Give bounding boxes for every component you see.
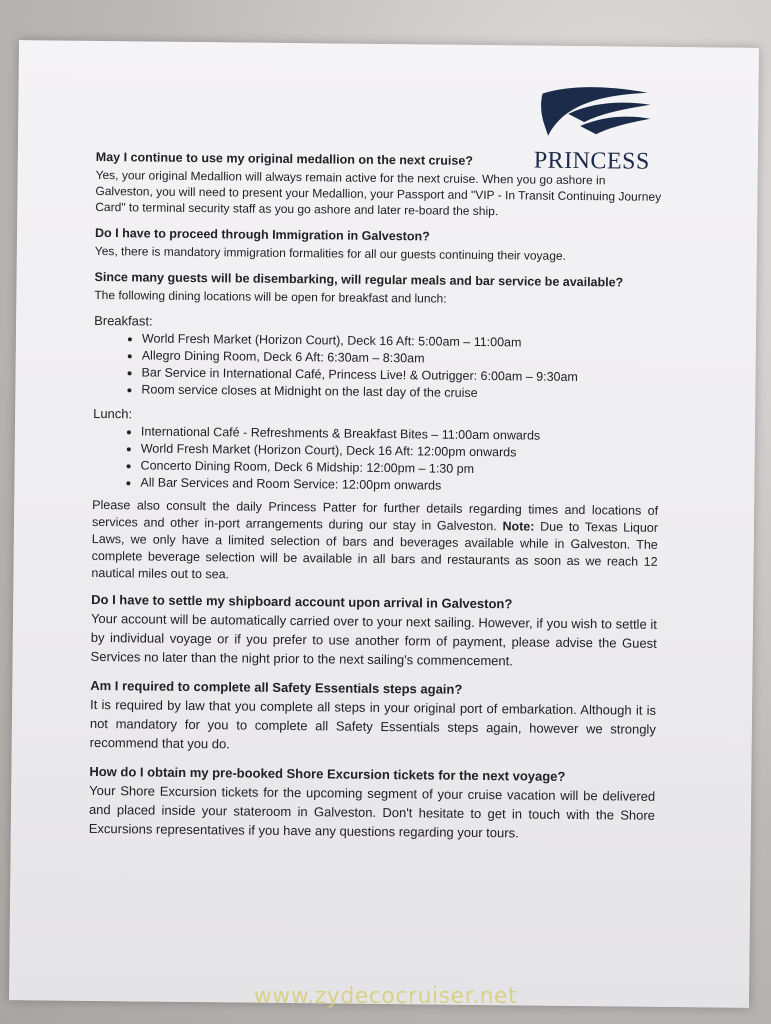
breakfast-label: Breakfast: <box>94 312 153 329</box>
note-label: Note: <box>502 519 535 534</box>
faq-medallion <box>95 149 662 221</box>
faq-content <box>89 149 662 856</box>
lunch-list <box>92 423 659 497</box>
faq-question: Do I have to settle my shipboard account upon arrival in Galveston? <box>91 591 513 612</box>
consult-text-after: Due to Texas Liquor Laws, we only have a limited selection of bars and beverages available while in Galveston. The complete beverage selection will be available in all bars and restaurants as soon as we reach 12 nautical miles out to sea. <box>91 519 659 582</box>
faq-answer: Your account will be automatically carried over to your next sailing. However, if you wish to settle it by individual voyage or if you prefer to use another form of payment, please advise the Guest Services no later than the night prior to the next sailing's commencement. <box>90 610 658 669</box>
faq-answer: It is required by law that you complete all steps in your original port of embarkation. Although it is not mandatory for you to complete all Safety Essentials steps again, however we strongly recommend that you do. <box>89 696 657 752</box>
list-item: • Allegro Dining Room, Deck 6 Aft: 6:30am – 8:30am <box>142 347 660 369</box>
watermark-text: www.zydecocruiser.net <box>253 984 518 1009</box>
faq-immigration <box>95 225 661 265</box>
consult-paragraph <box>91 497 658 588</box>
faq-question: May I continue to use my original medallion on the next cruise? <box>95 149 474 168</box>
breakfast-list <box>93 330 660 404</box>
faq-meals <box>94 269 660 309</box>
faq-answer: Your Shore Excursion tickets for the upcoming segment of your cruise vacation will be delivered and placed inside your stateroom in Galveston. Don't hesitate to get in touch with the Shore Excursions representatives if you have any questions regarding your tours. <box>88 782 656 841</box>
faq-question: Am I required to complete all Safety Essentials steps again? <box>90 677 463 697</box>
faq-account <box>90 592 657 672</box>
faq-shore-excursion <box>89 764 656 844</box>
faq-answer: Yes, your original Medallion will always remain active for the next cruise. When you go ashore in Galveston, you will need to present your Medallion, your Passport and "VIP - In Transit Continuing Journey Card" to terminal security staff as you go ashore and later re-board the ship. <box>95 167 662 219</box>
faq-question: Do I have to proceed through Immigration in Galveston? <box>94 225 430 244</box>
faq-safety <box>90 678 657 758</box>
list-item: • Bar Service in International Café, Princess Live! & Outrigger: 6:00am – 9:30am <box>141 364 659 386</box>
faq-answer: The following dining locations will be open for breakfast and lunch: <box>94 287 447 306</box>
list-item: • Room service closes at Midnight on the last day of the cruise <box>141 381 659 403</box>
list-item: • World Fresh Market (Horizon Court), Deck 16 Aft: 5:00am – 11:00am <box>142 330 660 352</box>
list-item: • All Bar Services and Room Service: 12:00pm onwards <box>140 474 658 496</box>
list-item: • Concerto Dining Room, Deck 6 Midship: 12:00pm – 1:30 pm <box>141 457 659 479</box>
faq-answer: Yes, there is mandatory immigration formalities for all our guests continuing their voyage. <box>94 243 567 263</box>
document-page <box>9 40 759 1008</box>
consult-text: Please also consult the daily Princess Patter for further details regarding times and locations of services and other in-port arrangements during our stay in Galveston. <box>91 497 659 534</box>
list-item: • International Café - Refreshments & Breakfast Bites – 11:00am onwards <box>141 423 659 445</box>
faq-question: Since many guests will be disembarking, will regular meals and bar service be available? <box>94 269 624 290</box>
seawitch-logo-icon <box>532 84 653 145</box>
lunch-label: Lunch: <box>93 405 133 422</box>
brand-name: PRINCESS <box>533 147 650 175</box>
faq-question: How do I obtain my pre-booked Shore Excursion tickets for the next voyage? <box>89 763 566 784</box>
list-item: • World Fresh Market (Horizon Court), Deck 16 Aft: 12:00pm onwards <box>141 440 659 462</box>
